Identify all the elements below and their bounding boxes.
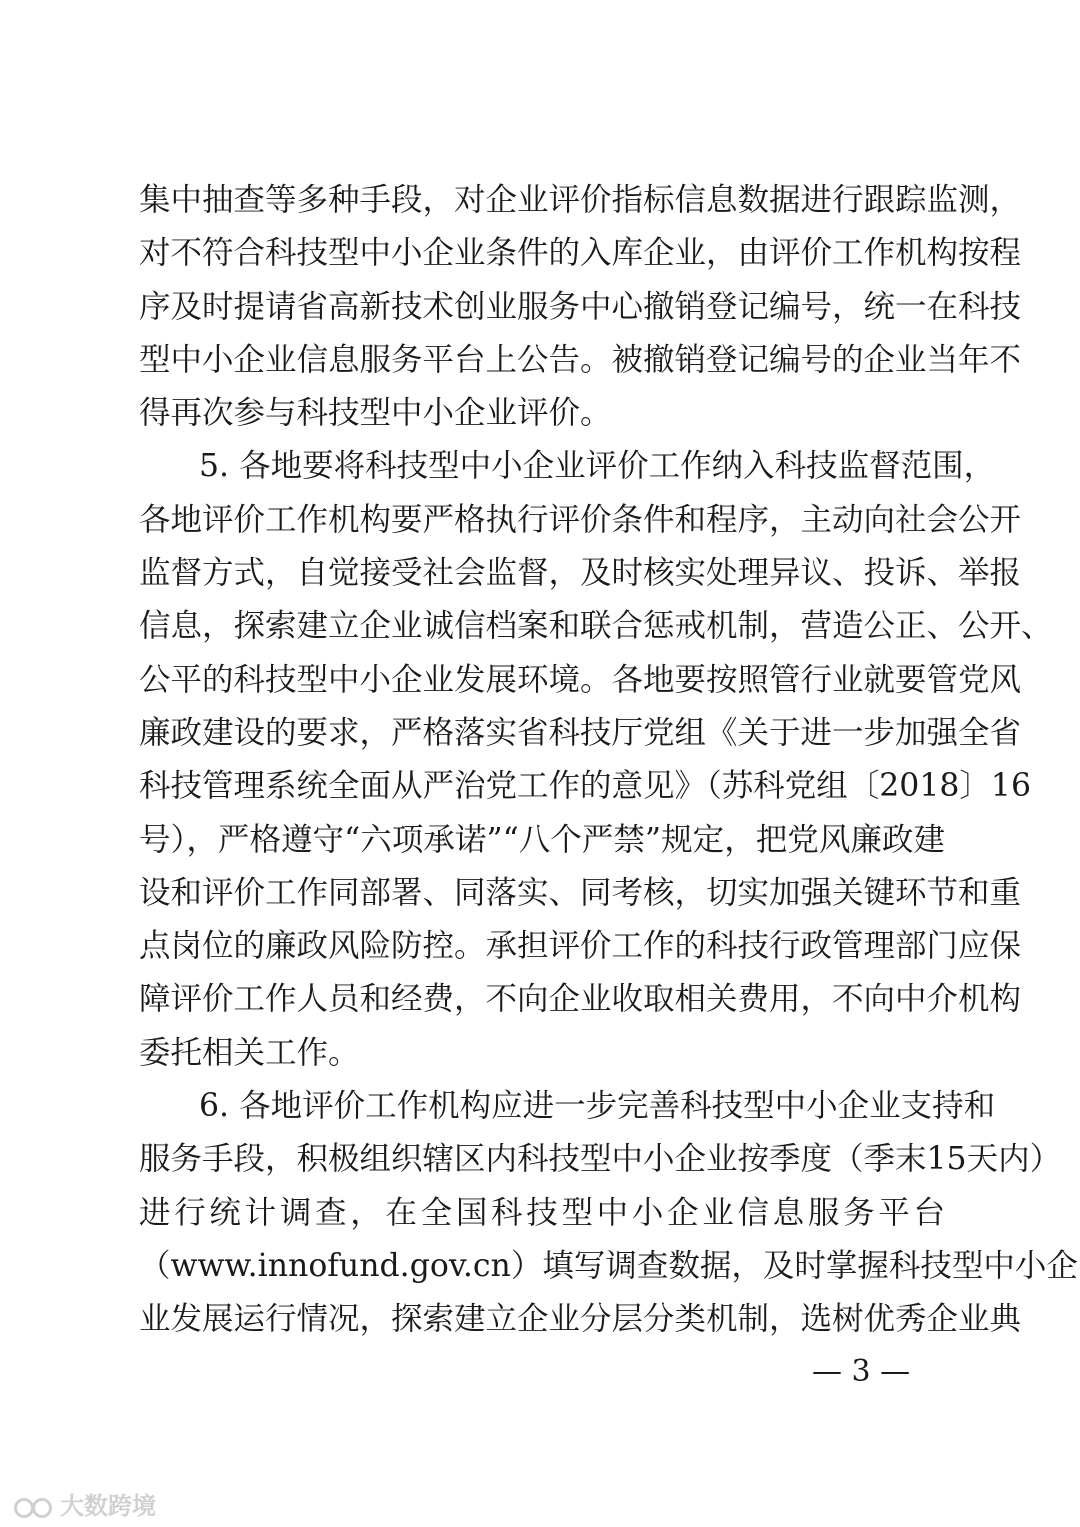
text-line: 6. 各地评价工作机构应进一步完善科技型中小企业支持和: [199, 1088, 996, 1125]
text-line: 信息，探索建立企业诚信档案和联合惩戒机制，营造公正、公开、: [139, 608, 1053, 645]
text-line: 各地评价工作机构要严格执行评价条件和程序，主动向社会公开: [139, 501, 1022, 538]
text-line: 监督方式，自觉接受社会监督，及时核实处理异议、投诉、举报: [139, 555, 1022, 592]
text-line: 号），严格遵守“六项承诺”“八个严禁”规定，把党风廉政建: [139, 821, 945, 858]
text-line: 5. 各地要将科技型中小企业评价工作纳入科技监督范围，: [199, 448, 996, 485]
text-line: 型中小企业信息服务平台上公告。被撤销登记编号的企业当年不: [139, 341, 1022, 378]
text-line: 进行统计调查，在全国科技型中小企业信息服务平台: [139, 1194, 945, 1231]
text-line: 公平的科技型中小企业发展环境。各地要按照管行业就要管党风: [139, 661, 1022, 698]
text-line: 业发展运行情况，探索建立企业分层分类机制，选树优秀企业典: [139, 1301, 1022, 1338]
text-line: 得再次参与科技型中小企业评价。: [139, 395, 612, 432]
text-line: 集中抽查等多种手段，对企业评价指标信息数据进行跟踪监测，: [139, 182, 1022, 218]
text-line: 服务手段，积极组织辖区内科技型中小企业按季度（季末15天内）: [139, 1141, 1062, 1178]
watermark-text: 大数跨境: [60, 1492, 156, 1520]
text-line: 科技管理系统全面从严治党工作的意见》（苏科党组〔2018〕16: [139, 768, 1032, 805]
text-line: 点岗位的廉政风险防控。承担评价工作的科技行政管理部门应保: [139, 928, 1022, 965]
logo-icon: [14, 1494, 54, 1518]
text-line: 序及时提请省高新技术创业服务中心撤销登记编号，统一在科技: [139, 288, 1022, 325]
text-line: 对不符合科技型中小企业条件的入库企业，由评价工作机构按程: [139, 235, 1022, 272]
text-line: 设和评价工作同部署、同落实、同考核，切实加强关键环节和重: [139, 874, 1022, 911]
document-body: [139, 174, 1078, 1347]
text-line: 障评价工作人员和经费，不向企业收取相关费用，不向中介机构: [139, 981, 1022, 1018]
text-line: 委托相关工作。: [139, 1034, 360, 1071]
text-line: 廉政建设的要求，严格落实省科技厅党组《关于进一步加强全省: [139, 714, 1022, 751]
text-line: （www.innofund.gov.cn）填写调查数据，及时掌握科技型中小企: [139, 1247, 1078, 1284]
page-number: — 3 —: [812, 1354, 911, 1389]
watermark: [14, 1492, 156, 1520]
